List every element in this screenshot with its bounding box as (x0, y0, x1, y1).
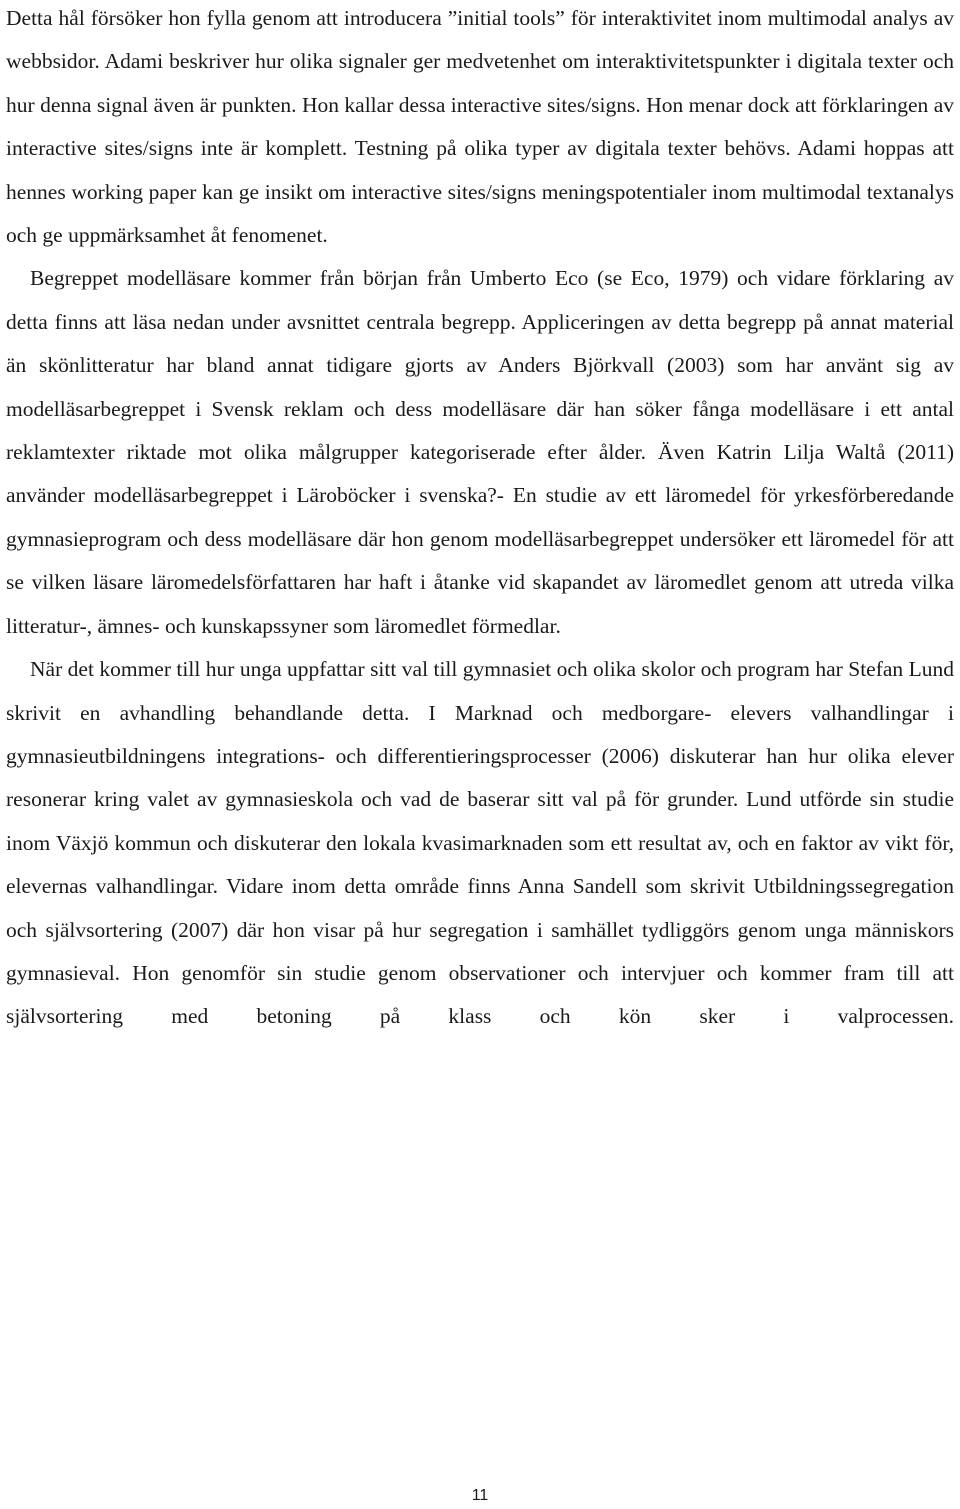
paragraph-1: Detta hål försöker hon fylla genom att introducera ”initial tools” för interaktivitet inom multimodal analys av webbsidor. Adami beskriver hur olika signaler ger medvetenhet om interaktivitetspunkter i digitala texter och hur denna signal även är punkten. Hon kallar dessa interactive sites/signs. Hon menar dock att förklaringen av interactive sites/signs inte är komplett. Testning på olika typer av digitala texter behövs. Adami hoppas att hennes working paper kan ge insikt om interactive sites/signs meningspotentialer inom multimodal textanalys och ge uppmärksamhet åt fenomenet. (6, 6, 954, 248)
paragraph-3: När det kommer till hur unga uppfattar sitt val till gymnasiet och olika skolor och program har Stefan Lund skrivit en avhandling behandlande detta. I Marknad och medborgare- elevers valhandlingar i gymnasieutbildningens integrations- och differentieringsprocesser (2006) diskuterar han hur olika elever resonerar kring valet av gymnasieskola och vad de baserar sitt val på för grunder. Lund utförde sin studie inom Växjö kommun och diskuterar den lokala kvasimarknaden som ett resultat av, och en faktor av vikt för, elevernas valhandlingar. Vidare inom detta område finns Anna Sandell som skrivit Utbildningssegregation och självsortering (2007) där hon visar på hur segregation i samhället tydliggörs genom unga människors gymnasieval. Hon genomför sin studie genom observationer och intervjuer och kommer fram till att självsortering med betoning på klass och kön sker i valprocessen. (6, 657, 954, 1029)
paragraph-2: Begreppet modelläsare kommer från början från Umberto Eco (se Eco, 1979) och vidare förklaring av detta finns att läsa nedan under avsnittet centrala begrepp. Appliceringen av detta begrepp på annat material än skönlitteratur har bland annat tidigare gjorts av Anders Björkvall (2003) som har använt sig av modelläsarbegreppet i Svensk reklam och dess modelläsare där han söker fånga modelläsare i ett antal reklamtexter riktade mot olika målgrupper kategoriserade efter ålder. Även Katrin Lilja Waltå (2011) använder modelläsarbegreppet i Läroböcker i svenska?- En studie av ett läromedel för yrkesförberedande gymnasieprogram och dess modelläsare där hon genom modelläsarbegreppet undersöker ett läromedel för att se vilken läsare läromedelsförfattaren har haft i åtanke vid skapandet av läromedlet genom att utreda vilka litteratur-, ämnes- och kunskapssyner som läromedlet förmedlar. (6, 266, 954, 638)
page-number: 11 (471, 1487, 489, 1504)
body-text (6, 0, 954, 1039)
document-page (6, 0, 954, 1509)
